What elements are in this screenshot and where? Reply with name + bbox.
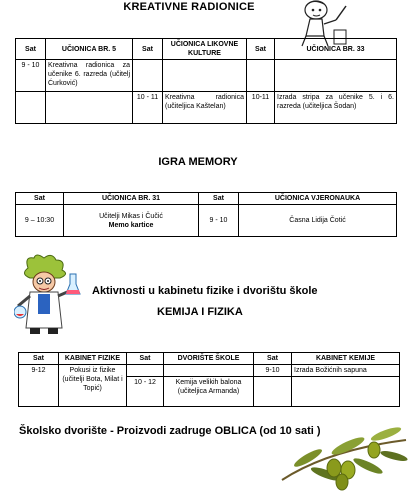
col-header: UČIONICA BR. 31	[64, 193, 199, 205]
heading-igra-memory: IGRA MEMORY	[158, 156, 238, 168]
cell-sat: 10 - 12	[127, 377, 164, 407]
cell-empty	[46, 92, 133, 124]
col-header: Sat	[16, 193, 64, 205]
table-kemija-fizika	[18, 352, 400, 407]
cell-empty	[164, 365, 254, 377]
table-header-row	[19, 353, 400, 365]
col-header: Sat	[133, 39, 163, 60]
cell-empty	[133, 60, 163, 92]
olive-branch-illustration	[278, 410, 408, 496]
cell-sat: 10 - 11	[133, 92, 163, 124]
table-igra-memory	[15, 192, 397, 237]
cell-empty	[292, 377, 400, 407]
cell-activity: Pokusi iz fizike (učitelji Bota, Milat i Topić)	[59, 365, 127, 407]
table-header-row	[16, 193, 397, 205]
table-header-row	[16, 39, 397, 60]
col-header: UČIONICA VJERONAUKA	[239, 193, 397, 205]
col-header: KABINET KEMIJE	[292, 353, 400, 365]
cell-empty	[254, 377, 292, 407]
scientist-illustration	[14, 254, 86, 336]
table-row	[16, 60, 397, 92]
cell-activity: Kemija velikih balona (učiteljica Armanda)	[164, 377, 254, 407]
col-header: UČIONICA BR. 5	[46, 39, 133, 60]
table-row	[19, 365, 400, 377]
cell-empty	[163, 60, 247, 92]
heading-aktivnosti: Aktivnosti u kabinetu fizike i dvorištu škole	[92, 285, 318, 297]
heading-kreativne-radionice: KREATIVNE RADIONICE	[123, 1, 255, 13]
cell-empty	[275, 60, 397, 92]
activity-title: Memo kartice	[108, 221, 154, 229]
cell-empty	[16, 92, 46, 124]
cell-activity: Kreativna radionica za učenike 6. razreda (učitelj Ćurković)	[46, 60, 133, 92]
heading-skolsko-dvoriste: Školsko dvorište - Proizvodi zadruge OBLICA (od 10 sati )	[19, 425, 321, 437]
col-header: Sat	[199, 193, 239, 205]
cell-empty	[127, 365, 164, 377]
col-header: Sat	[247, 39, 275, 60]
col-header: UČIONICA BR. 33	[275, 39, 397, 60]
col-header: Sat	[127, 353, 164, 365]
cell-activity: Izrada Božićnih sapuna	[292, 365, 400, 377]
cell-sat: 9-12	[19, 365, 59, 407]
col-header: KABINET FIZIKE	[59, 353, 127, 365]
table-row	[16, 205, 397, 237]
cell-activity	[64, 205, 199, 237]
col-header: Sat	[16, 39, 46, 60]
table-kreativne-radionice	[15, 38, 397, 124]
col-header: DVORIŠTE ŠKOLE	[164, 353, 254, 365]
cell-sat: 9 - 10	[16, 60, 46, 92]
cell-sat: 9-10	[254, 365, 292, 377]
cell-activity: Časna Lidija Čotić	[239, 205, 397, 237]
col-header: Sat	[19, 353, 59, 365]
heading-kemija-fizika: KEMIJA I FIZIKA	[157, 306, 243, 318]
cell-sat: 9 – 10:30	[16, 205, 64, 237]
cell-activity: Izrada stripa za učenike 5. i 6. razreda (učiteljica Šodan)	[275, 92, 397, 124]
col-header: UČIONICA LIKOVNE KULTURE	[163, 39, 247, 60]
cell-sat: 9 - 10	[199, 205, 239, 237]
cell-empty	[247, 60, 275, 92]
col-header: Sat	[254, 353, 292, 365]
cell-activity: Kreativna radionica (učiteljica Kaštelan)	[163, 92, 247, 124]
activity-teachers: Učitelji Mikas i Čučić	[99, 212, 163, 220]
cell-sat: 10-11	[247, 92, 275, 124]
table-row	[16, 92, 397, 124]
